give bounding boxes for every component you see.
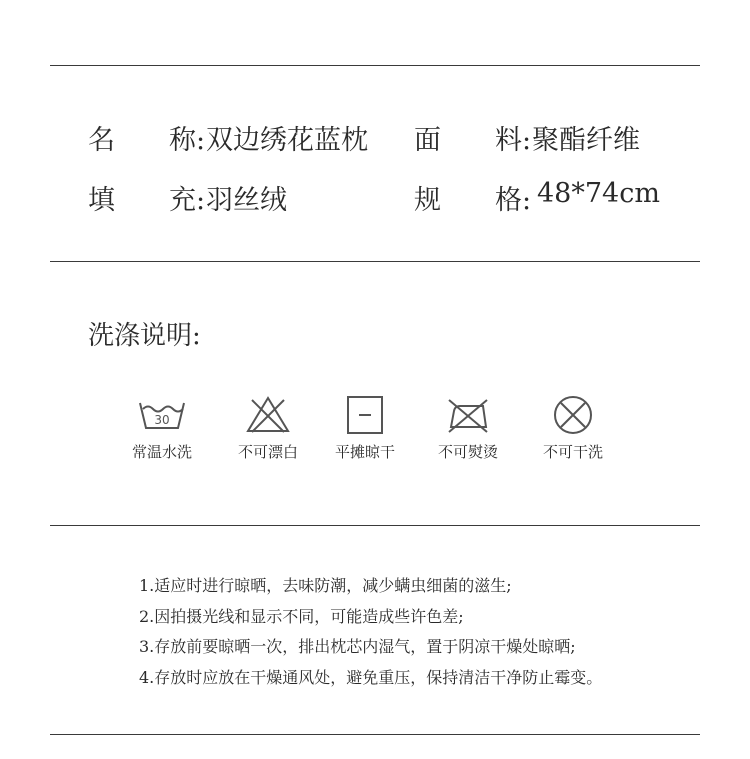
no-bleach-icon <box>243 395 293 435</box>
care-label: 不可漂白 <box>237 443 298 461</box>
spec-row-2 <box>0 178 750 218</box>
wash-temp: 30 <box>154 413 170 427</box>
spec-row-1 <box>0 118 750 158</box>
wash-30-icon <box>137 395 187 435</box>
care-label: 平摊晾干 <box>334 443 395 461</box>
note-item: 3.存放前要晾晒一次，排出枕芯内湿气，置于阴凉干燥处晾晒; <box>139 637 576 656</box>
lower-divider <box>50 525 700 526</box>
filling-label: 填 充: <box>88 185 206 216</box>
care-label: 不可熨烫 <box>437 443 498 461</box>
size-label: 规 格: <box>414 185 532 216</box>
care-item-dry-flat <box>315 395 415 462</box>
dry-flat-icon <box>340 395 390 435</box>
care-label: 不可干洗 <box>542 443 603 461</box>
care-item-no-bleach <box>218 395 318 462</box>
care-item-wash <box>112 395 212 462</box>
size-value: 48*74cm <box>537 178 660 209</box>
care-item-no-iron <box>418 395 518 462</box>
care-notes <box>139 571 602 693</box>
care-title: 洗涤说明: <box>88 321 201 351</box>
note-item: 2.因拍摄光线和显示不同，可能造成些许色差; <box>139 606 464 626</box>
bottom-divider <box>50 734 700 735</box>
note-item: 4.存放时应放在干燥通风处，避免重压，保持清洁干净防止霉变。 <box>139 667 603 687</box>
top-divider <box>50 65 700 66</box>
no-dry-clean-icon <box>548 395 598 435</box>
no-iron-icon <box>443 395 493 435</box>
fabric-value: 聚酯纤维 <box>532 125 640 156</box>
care-item-no-dry-clean <box>523 395 623 462</box>
note-item: 1.适应时进行晾晒，去味防潮，减少螨虫细菌的滋生; <box>139 576 512 595</box>
name-value: 双边绣花蓝枕 <box>206 125 368 156</box>
middle-divider <box>50 261 700 262</box>
name-label: 名 称: <box>88 125 206 156</box>
care-label: 常温水洗 <box>131 443 192 461</box>
fabric-label: 面 料: <box>414 125 532 156</box>
filling-value: 羽丝绒 <box>206 185 287 216</box>
